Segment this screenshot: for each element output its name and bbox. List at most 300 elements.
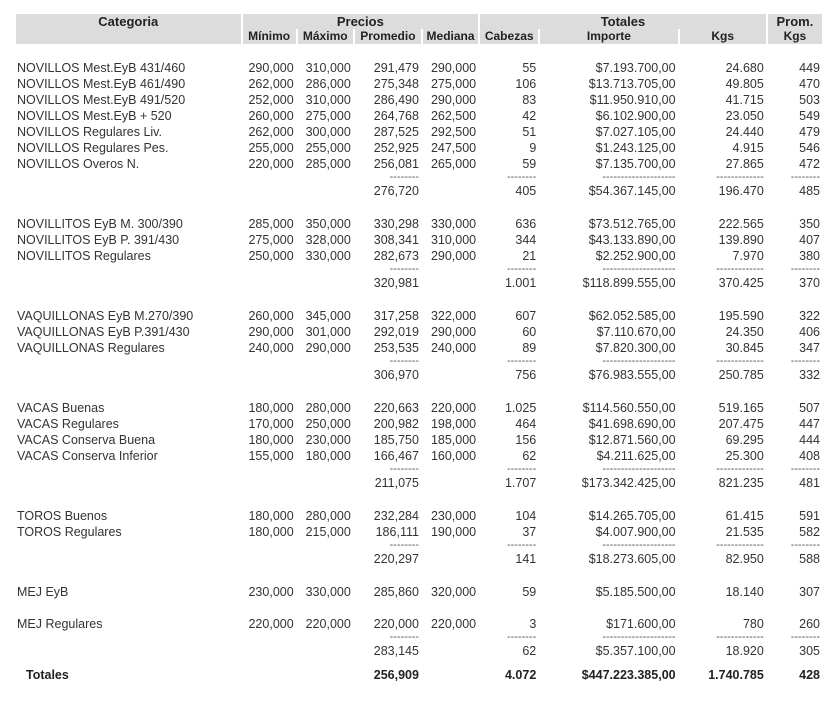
cell-prom-kgs: 479 <box>799 125 820 139</box>
blank-cell <box>298 356 353 367</box>
table-row <box>16 156 822 172</box>
subtotal-importe: $5.357.100,00 <box>595 644 676 658</box>
cell-prom-kgs: 407 <box>799 233 820 247</box>
separator-row <box>16 464 822 475</box>
cell-promedio: 292,019 <box>373 325 419 339</box>
separator-kgs: ------------- <box>716 464 764 475</box>
subtotal-kgs: 18.920 <box>725 644 764 658</box>
blank-cell <box>423 367 478 384</box>
header-row-sub <box>16 29 822 44</box>
cell-categoria: MEJ Regulares <box>17 617 103 631</box>
subtotal-cabezas: 756 <box>515 368 537 382</box>
separator-cabezas: -------- <box>506 464 537 475</box>
table-row <box>16 324 822 340</box>
blank-cell <box>243 632 296 643</box>
cell-kgs: 18.140 <box>725 585 764 599</box>
cell-minimo: 260,000 <box>248 309 294 323</box>
cell-cabezas: 42 <box>522 109 537 123</box>
header-maximo: Máximo <box>298 29 353 44</box>
header-mediana: Mediana <box>423 29 478 44</box>
subtotal-row <box>16 551 822 568</box>
table-row <box>16 432 822 448</box>
subtotal-importe: $18.273.605,00 <box>588 552 676 566</box>
cell-kgs: 30.845 <box>725 341 764 355</box>
subtotal-blank <box>16 475 241 492</box>
cell-categoria: NOVILLOS Mest.EyB 431/460 <box>17 61 186 75</box>
cell-kgs: 519.165 <box>718 401 764 415</box>
spacer-row <box>16 44 822 60</box>
cell-categoria: VAQUILLONAS EyB P.391/430 <box>17 325 190 339</box>
cell-categoria: NOVILLOS Overos N. <box>17 157 140 171</box>
cell-cabezas: 344 <box>515 233 537 247</box>
cell-maximo: 285,000 <box>305 157 351 171</box>
cell-maximo: 330,000 <box>305 249 351 263</box>
cell-promedio: 220,000 <box>373 617 419 631</box>
subtotal-prom-kgs: 370 <box>799 276 820 290</box>
separator-importe: -------------------- <box>602 464 676 475</box>
cell-maximo: 300,000 <box>305 125 351 139</box>
blank-cell <box>423 643 478 660</box>
table-body <box>16 44 822 690</box>
cell-minimo: 285,000 <box>248 217 294 231</box>
cell-maximo: 330,000 <box>305 585 351 599</box>
cell-promedio: 286,490 <box>373 93 419 107</box>
blank-cell <box>243 540 296 551</box>
subtotal-kgs: 370.425 <box>718 276 764 290</box>
cell-maximo: 180,000 <box>305 449 351 463</box>
header-prom: Prom. <box>768 14 822 29</box>
cell-promedio: 291,479 <box>373 61 419 75</box>
blank-cell <box>298 172 353 183</box>
cell-promedio: 256,081 <box>373 157 419 171</box>
subtotal-row <box>16 183 822 200</box>
cell-cabezas: 9 <box>529 141 537 155</box>
subtotal-row <box>16 475 822 492</box>
cell-prom-kgs: 582 <box>799 525 820 539</box>
cell-importe: $7.110.670,00 <box>596 325 676 339</box>
blank-cell <box>298 632 353 643</box>
cell-promedio: 308,341 <box>373 233 419 247</box>
cell-prom-kgs: 549 <box>799 109 820 123</box>
cell-categoria: TOROS Regulares <box>17 525 122 539</box>
cell-kgs: 4.915 <box>732 141 764 155</box>
blank-cell <box>298 540 353 551</box>
subtotal-prom-kgs: 305 <box>799 644 820 658</box>
cell-mediana: 185,000 <box>430 433 477 447</box>
cell-prom-kgs: 307 <box>799 585 820 599</box>
cell-kgs: 195.590 <box>718 309 764 323</box>
cell-categoria: NOVILLOS Mest.EyB 491/520 <box>17 93 186 107</box>
separator-row <box>16 632 822 643</box>
table-row <box>16 76 822 92</box>
cell-prom-kgs: 546 <box>799 141 820 155</box>
header-blank <box>16 29 241 44</box>
blank-cell <box>423 264 478 275</box>
subtotal-prom-kgs: 485 <box>799 184 820 198</box>
cell-prom-kgs: 380 <box>799 249 820 263</box>
separator-prom: -------- <box>790 632 820 643</box>
totals-promedio: 256,909 <box>373 668 419 682</box>
separator-prom: -------- <box>790 264 820 275</box>
cell-minimo: 220,000 <box>248 617 294 631</box>
spacer-row <box>16 492 822 508</box>
cell-kgs: 24.440 <box>725 125 764 139</box>
separator-promedio: -------- <box>389 464 419 475</box>
cell-prom-kgs: 347 <box>799 341 820 355</box>
cell-minimo: 170,000 <box>248 417 294 431</box>
cell-promedio: 330,298 <box>373 217 419 231</box>
cell-cabezas: 59 <box>522 585 537 599</box>
cell-maximo: 230,000 <box>305 433 351 447</box>
subtotal-blank <box>16 183 241 200</box>
subtotal-row <box>16 367 822 384</box>
market-report <box>14 14 824 690</box>
separator-prom: -------- <box>790 540 820 551</box>
subtotal-row <box>16 275 822 292</box>
cell-minimo: 240,000 <box>248 341 294 355</box>
cell-prom-kgs: 503 <box>799 93 820 107</box>
cell-mediana: 190,000 <box>430 525 477 539</box>
subtotal-cabezas: 405 <box>515 184 537 198</box>
table-row <box>16 248 822 264</box>
separator-kgs: ------------- <box>716 172 764 183</box>
cell-mediana: 290,000 <box>430 61 477 75</box>
cell-mediana: 220,000 <box>430 401 477 415</box>
blank-cell <box>423 464 478 475</box>
subtotal-prom-kgs: 588 <box>799 552 820 566</box>
cell-prom-kgs: 350 <box>799 217 820 231</box>
cell-prom-kgs: 591 <box>799 509 820 523</box>
subtotal-cabezas: 62 <box>522 644 537 658</box>
cell-maximo: 215,000 <box>305 525 351 539</box>
subtotal-blank <box>16 551 241 568</box>
cell-minimo: 275,000 <box>248 233 294 247</box>
blank-cell <box>423 540 478 551</box>
cell-maximo: 350,000 <box>305 217 351 231</box>
cell-importe: $41.698.690,00 <box>588 417 676 431</box>
blank-cell <box>243 183 296 200</box>
cell-promedio: 220,663 <box>373 401 419 415</box>
cell-minimo: 180,000 <box>248 433 294 447</box>
totals-prom-kgs: 428 <box>799 668 820 682</box>
cell-importe: $7.135.700,00 <box>595 157 676 171</box>
cell-promedio: 186,111 <box>375 525 419 539</box>
cell-kgs: 23.050 <box>725 109 764 123</box>
cell-cabezas: 607 <box>515 309 537 323</box>
blank-cell <box>423 183 478 200</box>
cell-categoria: VAQUILLONAS Regulares <box>17 341 165 355</box>
cell-kgs: 27.865 <box>725 157 764 171</box>
table-row <box>16 416 822 432</box>
totals-cabezas: 4.072 <box>504 668 537 682</box>
subtotal-kgs: 196.470 <box>718 184 764 198</box>
subtotal-importe: $118.899.555,00 <box>582 276 676 290</box>
cell-prom-kgs: 406 <box>799 325 820 339</box>
cell-kgs: 24.350 <box>725 325 764 339</box>
cell-maximo: 310,000 <box>305 61 351 75</box>
separator-importe: -------------------- <box>602 632 676 643</box>
header-precios: Precios <box>243 14 479 29</box>
cell-promedio: 317,258 <box>373 309 419 323</box>
blank-cell <box>16 356 241 367</box>
cell-importe: $171.600,00 <box>606 617 676 631</box>
prices-table <box>14 14 824 690</box>
blank-cell <box>298 264 353 275</box>
subtotal-cabezas: 1.001 <box>504 276 537 290</box>
cell-importe: $6.102.900,00 <box>595 109 676 123</box>
blank-cell <box>423 275 478 292</box>
cell-importe: $7.820.300,00 <box>595 341 676 355</box>
blank-cell <box>423 356 478 367</box>
cell-kgs: 69.295 <box>725 433 764 447</box>
cell-minimo: 180,000 <box>248 525 294 539</box>
separator-row <box>16 264 822 275</box>
cell-prom-kgs: 447 <box>799 417 820 431</box>
cell-categoria: VACAS Regulares <box>17 417 119 431</box>
table-row <box>16 508 822 524</box>
blank-cell <box>243 464 296 475</box>
blank-cell <box>243 264 296 275</box>
subtotal-promedio: 306,970 <box>373 368 419 382</box>
blank-cell <box>423 660 478 690</box>
table-row <box>16 232 822 248</box>
cell-minimo: 180,000 <box>248 401 294 415</box>
cell-mediana: 290,000 <box>430 325 477 339</box>
spacer-row <box>16 600 822 616</box>
cell-minimo: 260,000 <box>248 109 294 123</box>
blank-cell <box>243 275 296 292</box>
cell-minimo: 262,000 <box>248 125 294 139</box>
cell-importe: $1.243.125,00 <box>595 141 676 155</box>
cell-cabezas: 21 <box>522 249 537 263</box>
cell-minimo: 220,000 <box>248 157 294 171</box>
separator-promedio: -------- <box>389 632 419 643</box>
separator-row <box>16 540 822 551</box>
cell-maximo: 310,000 <box>305 93 351 107</box>
cell-prom-kgs: 449 <box>799 61 820 75</box>
cell-kgs: 49.805 <box>725 77 764 91</box>
blank-cell <box>298 275 353 292</box>
table-row <box>16 448 822 464</box>
cell-importe: $14.265.705,00 <box>588 509 676 523</box>
blank-cell <box>243 367 296 384</box>
spacer-row <box>16 568 822 584</box>
subtotal-kgs: 250.785 <box>718 368 764 382</box>
cell-prom-kgs: 444 <box>799 433 820 447</box>
cell-prom-kgs: 507 <box>799 401 820 415</box>
cell-categoria: NOVILLOS Mest.EyB 461/490 <box>17 77 186 91</box>
cell-minimo: 230,000 <box>248 585 294 599</box>
blank-cell <box>243 643 296 660</box>
cell-cabezas: 62 <box>522 449 537 463</box>
separator-row <box>16 172 822 183</box>
cell-minimo: 250,000 <box>248 249 294 263</box>
cell-kgs: 61.415 <box>725 509 764 523</box>
header-prom-kgs: Kgs <box>768 29 822 44</box>
spacer-cell <box>16 292 822 308</box>
separator-kgs: ------------- <box>716 632 764 643</box>
subtotal-kgs: 821.235 <box>718 476 764 490</box>
subtotal-promedio: 276,720 <box>373 184 419 198</box>
table-row <box>16 108 822 124</box>
cell-prom-kgs: 472 <box>799 157 820 171</box>
separator-prom: -------- <box>790 464 820 475</box>
cell-mediana: 160,000 <box>430 449 477 463</box>
blank-cell <box>16 172 241 183</box>
blank-cell <box>243 172 296 183</box>
cell-categoria: VACAS Buenas <box>17 401 105 415</box>
cell-maximo: 286,000 <box>305 77 351 91</box>
cell-prom-kgs: 470 <box>799 77 820 91</box>
cell-maximo: 275,000 <box>305 109 351 123</box>
header-importe: Importe <box>540 29 677 44</box>
cell-categoria: VAQUILLONAS EyB M.270/390 <box>17 309 194 323</box>
blank-cell <box>298 643 353 660</box>
separator-cabezas: -------- <box>506 540 537 551</box>
cell-importe: $2.252.900,00 <box>595 249 676 263</box>
cell-cabezas: 51 <box>522 125 537 139</box>
separator-cabezas: -------- <box>506 172 537 183</box>
cell-mediana: 198,000 <box>430 417 477 431</box>
separator-promedio: -------- <box>389 172 419 183</box>
header-kgs: Kgs <box>680 29 766 44</box>
separator-prom: -------- <box>790 356 820 367</box>
cell-promedio: 285,860 <box>373 585 419 599</box>
cell-kgs: 21.535 <box>725 525 764 539</box>
subtotal-blank <box>16 643 241 660</box>
blank-cell <box>243 356 296 367</box>
cell-promedio: 287,525 <box>373 125 419 139</box>
cell-importe: $12.871.560,00 <box>588 433 676 447</box>
subtotal-cabezas: 141 <box>515 552 537 566</box>
subtotal-kgs: 82.950 <box>725 552 764 566</box>
blank-cell <box>243 551 296 568</box>
spacer-cell <box>16 600 822 616</box>
cell-mediana: 240,000 <box>430 341 477 355</box>
cell-kgs: 139.890 <box>718 233 764 247</box>
subtotal-row <box>16 643 822 660</box>
blank-cell <box>298 660 353 690</box>
cell-prom-kgs: 408 <box>799 449 820 463</box>
cell-mediana: 320,000 <box>430 585 477 599</box>
separator-importe: -------------------- <box>602 540 676 551</box>
cell-promedio: 252,925 <box>373 141 419 155</box>
separator-promedio: -------- <box>389 540 419 551</box>
cell-promedio: 200,982 <box>373 417 419 431</box>
blank-cell <box>423 475 478 492</box>
blank-cell <box>16 264 241 275</box>
cell-promedio: 232,284 <box>373 509 419 523</box>
header-totales: Totales <box>480 14 766 29</box>
cell-promedio: 253,535 <box>373 341 419 355</box>
table-row <box>16 124 822 140</box>
subtotal-blank <box>16 275 241 292</box>
blank-cell <box>16 632 241 643</box>
separator-importe: -------------------- <box>602 356 676 367</box>
cell-minimo: 180,000 <box>248 509 294 523</box>
subtotal-prom-kgs: 481 <box>799 476 820 490</box>
blank-cell <box>243 660 296 690</box>
cell-cabezas: 89 <box>522 341 537 355</box>
spacer-row <box>16 200 822 216</box>
cell-maximo: 280,000 <box>305 509 351 523</box>
cell-minimo: 255,000 <box>248 141 294 155</box>
blank-cell <box>243 475 296 492</box>
totals-label: Totales <box>26 668 69 682</box>
separator-cabezas: -------- <box>506 356 537 367</box>
spacer-cell <box>16 44 822 60</box>
cell-importe: $114.560.550,00 <box>582 401 676 415</box>
cell-maximo: 250,000 <box>305 417 351 431</box>
cell-kgs: 25.300 <box>725 449 764 463</box>
cell-mediana: 247,500 <box>430 141 477 155</box>
cell-importe: $4.211.625,00 <box>596 449 676 463</box>
cell-mediana: 275,000 <box>430 77 477 91</box>
cell-cabezas: 464 <box>515 417 537 431</box>
cell-cabezas: 3 <box>529 617 537 631</box>
blank-cell <box>298 551 353 568</box>
cell-cabezas: 60 <box>522 325 537 339</box>
table-row <box>16 92 822 108</box>
cell-maximo: 328,000 <box>305 233 351 247</box>
subtotal-importe: $173.342.425,00 <box>581 476 676 490</box>
cell-importe: $62.052.585,00 <box>588 309 676 323</box>
cell-importe: $13.713.705,00 <box>588 77 676 91</box>
separator-importe: -------------------- <box>602 172 676 183</box>
totals-importe: $447.223.385,00 <box>581 668 676 682</box>
cell-categoria: NOVILLITOS EyB M. 300/390 <box>17 217 183 231</box>
separator-cabezas: -------- <box>506 632 537 643</box>
cell-mediana: 262,500 <box>430 109 477 123</box>
cell-maximo: 345,000 <box>305 309 351 323</box>
blank-cell <box>298 464 353 475</box>
table-row <box>16 400 822 416</box>
cell-kgs: 222.565 <box>718 217 764 231</box>
cell-cabezas: 106 <box>515 77 537 91</box>
spacer-cell <box>16 384 822 400</box>
subtotal-promedio: 283,145 <box>373 644 419 658</box>
totals-row <box>16 660 822 690</box>
cell-cabezas: 1.025 <box>504 401 537 415</box>
cell-importe: $73.512.765,00 <box>588 217 676 231</box>
spacer-row <box>16 384 822 400</box>
blank-cell <box>423 632 478 643</box>
spacer-cell <box>16 568 822 584</box>
separator-promedio: -------- <box>389 264 419 275</box>
table-row <box>16 616 822 632</box>
cell-importe: $11.950.910,00 <box>589 93 676 107</box>
table-row <box>16 216 822 232</box>
cell-mediana: 290,000 <box>430 249 477 263</box>
cell-promedio: 166,467 <box>373 449 419 463</box>
header-promedio: Promedio <box>355 29 421 44</box>
cell-prom-kgs: 322 <box>799 309 820 323</box>
blank-cell <box>298 475 353 492</box>
spacer-cell <box>16 200 822 216</box>
cell-importe: $43.133.890,00 <box>588 233 676 247</box>
subtotal-importe: $54.367.145,00 <box>588 184 676 198</box>
cell-mediana: 330,000 <box>430 217 477 231</box>
cell-importe: $7.193.700,00 <box>595 61 676 75</box>
subtotal-importe: $76.983.555,00 <box>588 368 676 382</box>
cell-categoria: NOVILLOS Regulares Liv. <box>17 125 162 139</box>
cell-mediana: 310,000 <box>430 233 477 247</box>
subtotal-prom-kgs: 332 <box>799 368 820 382</box>
cell-maximo: 290,000 <box>305 341 351 355</box>
blank-cell <box>16 464 241 475</box>
cell-mediana: 290,000 <box>430 93 477 107</box>
cell-importe: $4.007.900,00 <box>595 525 676 539</box>
